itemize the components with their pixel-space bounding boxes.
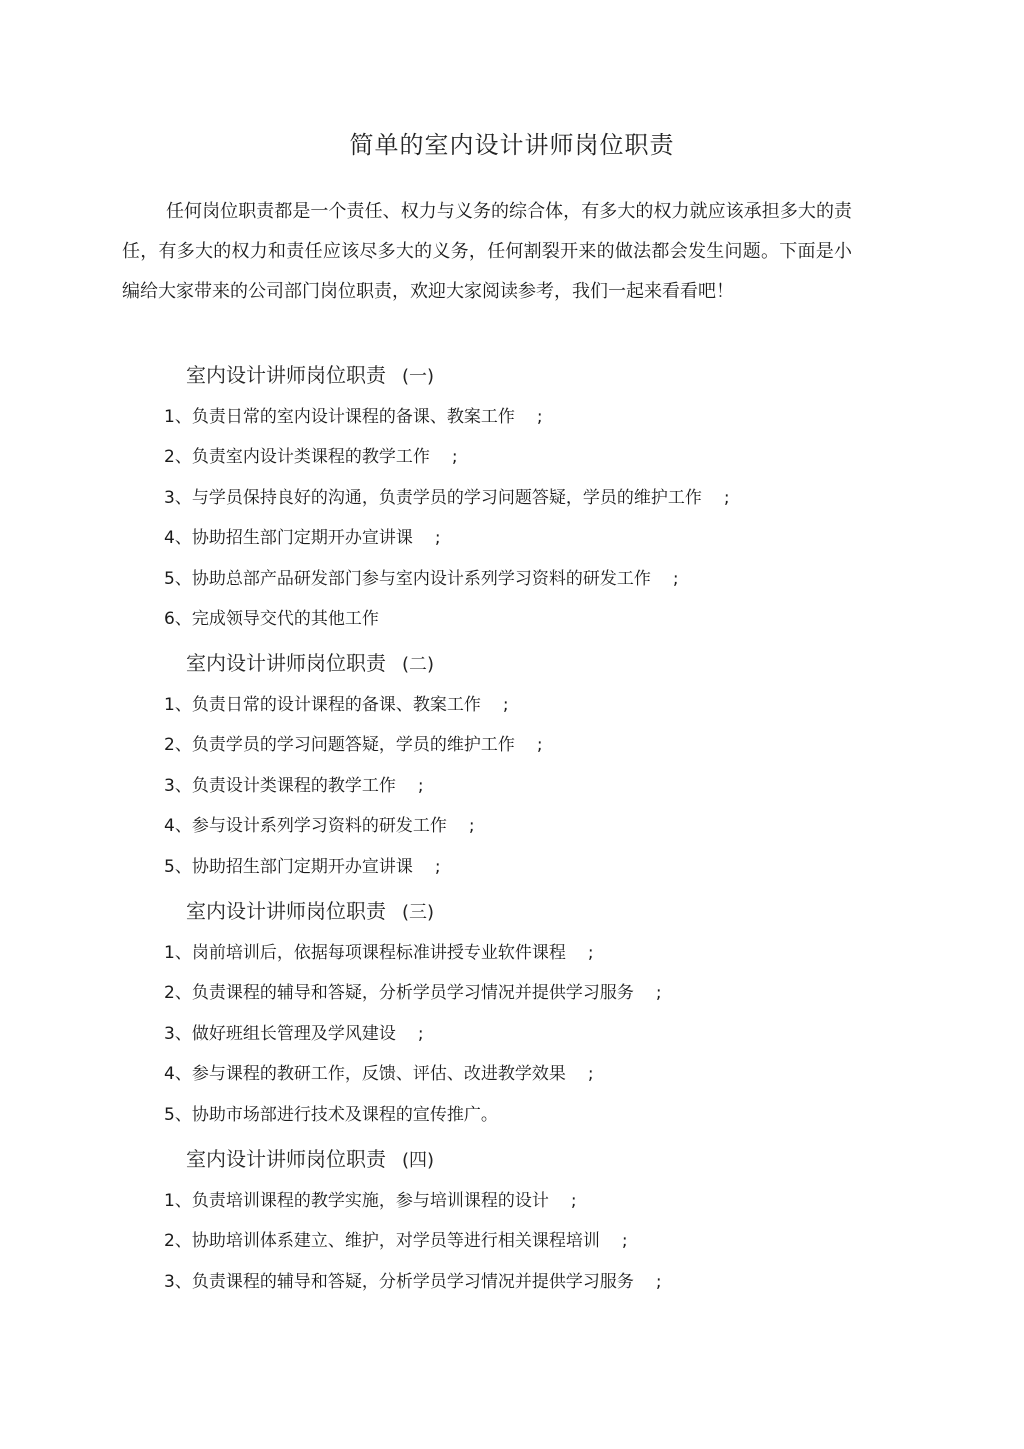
list-item <box>164 691 509 719</box>
section-heading <box>186 360 434 392</box>
list-item-index: 4、 <box>164 816 192 836</box>
list-item-text: 负责课程的辅导和答疑，分析学员学习情况并提供学习服务 <box>191 1272 634 1292</box>
page-title: 简单的室内设计讲师岗位职责 <box>349 131 675 159</box>
list-item-text: 做好班组长管理及学风建设 <box>191 1024 396 1044</box>
section-heading-text: 室内设计讲师岗位职责 <box>186 899 386 923</box>
list-item <box>164 484 730 512</box>
section-heading <box>186 896 434 928</box>
list-item <box>164 403 543 431</box>
list-item-index: 6、 <box>164 609 192 629</box>
intro-paragraph: 任何岗位职责都是一个责任、权力与义务的综合体，有多大的权力就应该承担多大的责任，有多大的权力和责任应该尽多大的义务，任何割裂开来的做法都会发生问题。下面是小编给大家带来的公司部门岗位职责，欢迎大家阅读参考，我们一起来看看吧！ <box>122 201 852 302</box>
list-item-index: 3、 <box>164 488 192 508</box>
section-heading-number: (二) <box>402 654 435 675</box>
section-heading-number: (四) <box>402 1150 435 1171</box>
list-item-text: 负责室内设计类课程的教学工作 <box>191 447 430 467</box>
section-heading-number: (三) <box>402 902 435 923</box>
list-item-terminator: ; <box>672 569 679 589</box>
list-item-text: 负责学员的学习问题答疑，学员的维护工作 <box>191 735 515 755</box>
section-heading <box>186 648 434 680</box>
list-item-text: 协助市场部进行技术及课程的宣传推广。 <box>191 1105 498 1125</box>
list-item-terminator: ; <box>417 776 424 796</box>
list-item-index: 2、 <box>164 983 192 1003</box>
list-item <box>164 565 679 593</box>
list-item <box>164 1060 594 1088</box>
list-item-text: 负责日常的室内设计课程的备课、教案工作 <box>191 407 515 427</box>
list-item <box>164 1268 662 1296</box>
list-item-index: 2、 <box>164 447 192 467</box>
list-item-terminator: ; <box>417 1024 424 1044</box>
list-item <box>164 443 458 471</box>
list-item-terminator: ; <box>587 943 594 963</box>
list-item-text: 协助培训体系建立、维护，对学员等进行相关课程培训 <box>191 1231 600 1251</box>
list-item-terminator: ; <box>502 695 509 715</box>
list-item-text: 负责课程的辅导和答疑，分析学员学习情况并提供学习服务 <box>191 983 634 1003</box>
list-item <box>164 524 441 552</box>
list-item-index: 4、 <box>164 528 192 548</box>
list-item-terminator: ; <box>723 488 730 508</box>
list-item-index: 2、 <box>164 735 192 755</box>
list-item <box>164 731 543 759</box>
list-item-terminator: ; <box>570 1191 577 1211</box>
list-item-index: 3、 <box>164 1272 192 1292</box>
list-item <box>164 605 379 633</box>
list-item <box>164 1101 498 1129</box>
section-heading <box>186 1144 434 1176</box>
list-item-index: 1、 <box>164 1191 192 1211</box>
list-item <box>164 979 662 1007</box>
list-item <box>164 772 424 800</box>
list-item-text: 协助总部产品研发部门参与室内设计系列学习资料的研发工作 <box>191 569 651 589</box>
list-item <box>164 853 441 881</box>
list-item <box>164 939 594 967</box>
list-item-index: 5、 <box>164 1105 192 1125</box>
list-item-terminator: ; <box>536 735 543 755</box>
list-item-terminator: ; <box>434 528 441 548</box>
list-item-index: 1、 <box>164 407 192 427</box>
list-item-terminator: ; <box>468 816 475 836</box>
list-item-text: 与学员保持良好的沟通，负责学员的学习问题答疑，学员的维护工作 <box>191 488 702 508</box>
list-item-text: 协助招生部门定期开办宣讲课 <box>191 857 413 877</box>
list-item-terminator: ; <box>587 1064 594 1084</box>
list-item-terminator: ; <box>621 1231 628 1251</box>
list-item-text: 负责日常的设计课程的备课、教案工作 <box>191 695 481 715</box>
section-heading-text: 室内设计讲师岗位职责 <box>186 1147 386 1171</box>
section-heading-text: 室内设计讲师岗位职责 <box>186 651 386 675</box>
list-item-terminator: ; <box>434 857 441 877</box>
list-item-terminator: ; <box>655 1272 662 1292</box>
section-heading-number: (一) <box>402 366 435 387</box>
list-item-index: 5、 <box>164 569 192 589</box>
list-item-terminator: ; <box>536 407 543 427</box>
list-item-text: 参与课程的教研工作，反馈、评估、改进教学效果 <box>191 1064 566 1084</box>
list-item-index: 1、 <box>164 695 192 715</box>
list-item-text: 协助招生部门定期开办宣讲课 <box>191 528 413 548</box>
list-item-index: 1、 <box>164 943 192 963</box>
list-item <box>164 1020 424 1048</box>
list-item-text: 负责培训课程的教学实施，参与培训课程的设计 <box>191 1191 549 1211</box>
list-item-index: 4、 <box>164 1064 192 1084</box>
list-item-index: 2、 <box>164 1231 192 1251</box>
list-item <box>164 1187 577 1215</box>
list-item-text: 参与设计系列学习资料的研发工作 <box>191 816 447 836</box>
list-item-text: 完成领导交代的其他工作 <box>191 609 379 629</box>
list-item <box>164 812 475 840</box>
list-item-terminator: ; <box>451 447 458 467</box>
list-item-text: 岗前培训后，依据每项课程标准讲授专业软件课程 <box>191 943 566 963</box>
list-item-index: 3、 <box>164 1024 192 1044</box>
list-item <box>164 1227 628 1255</box>
list-item-text: 负责设计类课程的教学工作 <box>191 776 396 796</box>
section-heading-text: 室内设计讲师岗位职责 <box>186 363 386 387</box>
list-item-index: 3、 <box>164 776 192 796</box>
list-item-terminator: ; <box>655 983 662 1003</box>
list-item-index: 5、 <box>164 857 192 877</box>
